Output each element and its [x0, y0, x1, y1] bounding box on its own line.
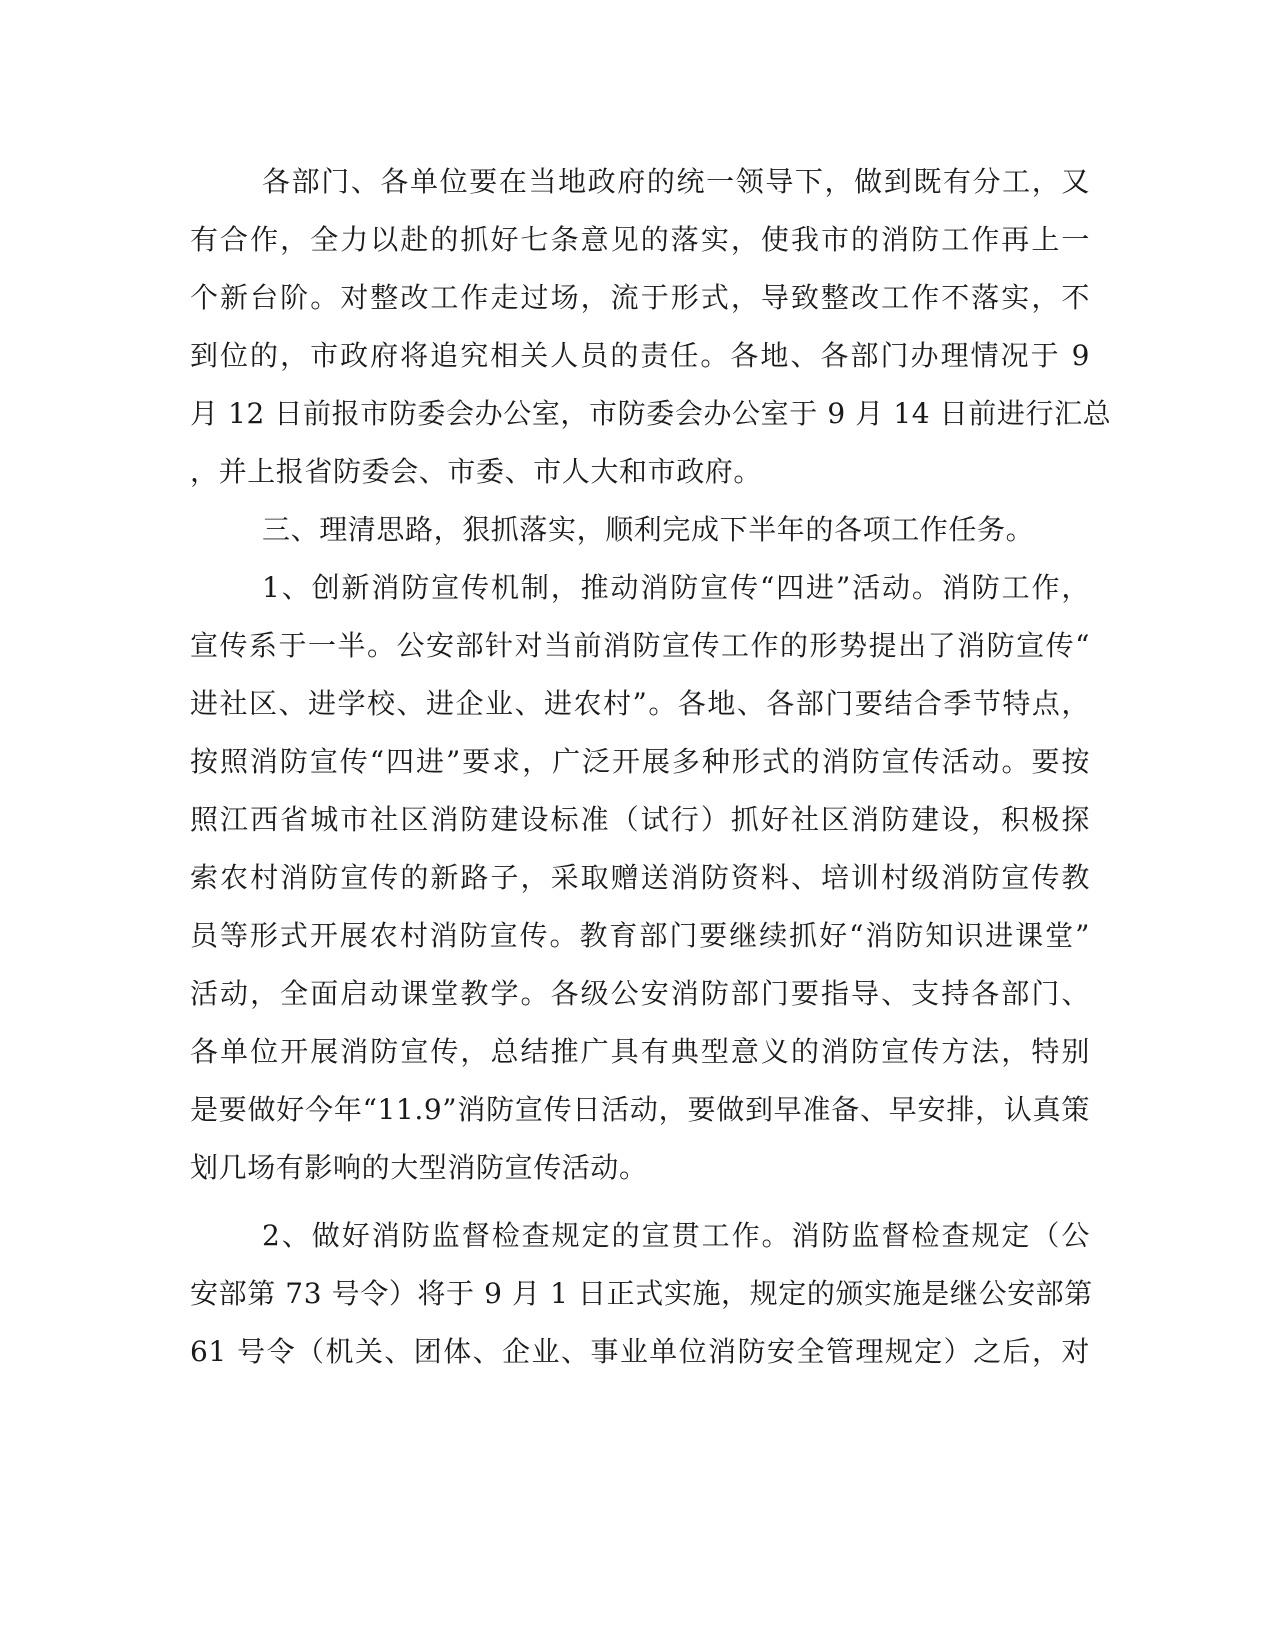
text-line-11: 按照消防宣传“四进”要求，广泛开展多种形式的消防宣传活动。要按: [190, 745, 1090, 778]
text-line-4: 到位的，市政府将追究相关人员的责任。各地、各部门办理情况于 9: [190, 339, 1090, 372]
text-line-6: ，并上报省防委会、市委、市人大和市政府。: [190, 455, 763, 488]
text-line-17: 是要做好今年“11.9”消防宣传日活动，要做到早准备、早安排，认真策: [190, 1093, 1090, 1126]
text-line-10: 进社区、进学校、进企业、进农村”。各地、各部门要结合季节特点，: [190, 687, 1090, 720]
text-line-15: 活动，全面启动课堂教学。各级公安消防部门要指导、支持各部门、: [190, 977, 1090, 1010]
text-line-18: 划几场有影响的大型消防宣传活动。: [190, 1151, 648, 1184]
section-heading-three: 三、理清思路，狠抓落实，顺利完成下半年的各项工作任务。: [262, 513, 1035, 546]
text-line-9: 宣传系于一半。公安部针对当前消防宣传工作的形势提出了消防宣传“: [190, 629, 1090, 662]
text-line-2: 有合作，全力以赴的抓好七条意见的落实，使我市的消防工作再上一: [190, 223, 1090, 256]
text-line-20: 安部第 73 号令）将于 9 月 1 日正式实施，规定的颁实施是继公安部第: [190, 1277, 1093, 1310]
text-line-16: 各单位开展消防宣传，总结推广具有典型意义的消防宣传方法，特别: [190, 1035, 1090, 1068]
text-line-19: 2、做好消防监督检查规定的宣贯工作。消防监督检查规定（公: [262, 1219, 1090, 1252]
text-line-5: 月 12 日前报市防委会办公室，市防委会办公室于 9 月 14 日前进行汇总: [190, 397, 1112, 430]
text-line-8: 1、创新消防宣传机制，推动消防宣传“四进”活动。消防工作，: [262, 571, 1090, 604]
text-line-14: 员等形式开展农村消防宣传。教育部门要继续抓好“消防知识进课堂”: [190, 919, 1090, 952]
text-line-21: 61 号令（机关、团体、企业、事业单位消防安全管理规定）之后，对: [190, 1335, 1090, 1368]
text-line-1: 各部门、各单位要在当地政府的统一领导下，做到既有分工，又: [262, 165, 1090, 198]
text-line-12: 照江西省城市社区消防建设标准（试行）抓好社区消防建设，积极探: [190, 803, 1090, 836]
text-line-3: 个新台阶。对整改工作走过场，流于形式，导致整改工作不落实，不: [190, 281, 1090, 314]
text-line-13: 索农村消防宣传的新路子，采取赠送消防资料、培训村级消防宣传教: [190, 861, 1090, 894]
